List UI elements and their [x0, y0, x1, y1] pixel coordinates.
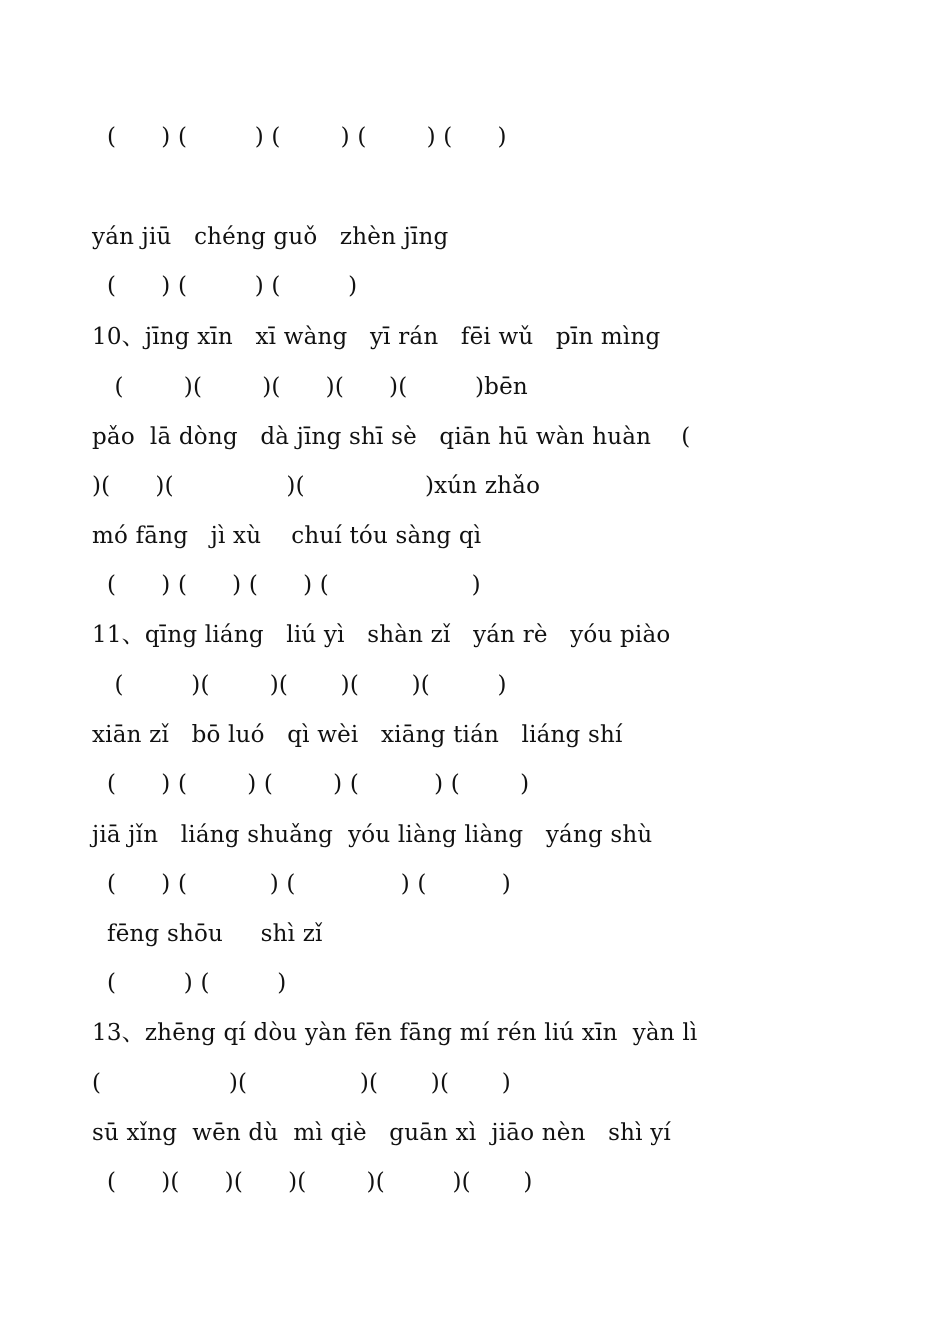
- bracket-row: )( )( )( )xún zhǎo: [92, 473, 541, 499]
- bracket-row: ( ) ( ): [92, 970, 287, 996]
- pinyin-row: mó fāng jì xù chuí tóu sàng qì: [92, 523, 482, 549]
- pinyin-row: 10、jīng xīn xī wàng yī rán fēi wǔ pīn mìng: [92, 324, 661, 350]
- pinyin-row: fēng shōu shì zǐ: [92, 921, 323, 947]
- bracket-row: ( ) ( ) ( ) ( ): [92, 572, 481, 598]
- bracket-row: ( ) ( ) ( ): [92, 273, 358, 299]
- bracket-row: ( ) ( ) ( ) ( ) ( ): [92, 124, 507, 150]
- bracket-row: ( ) ( ) ( ) ( ): [92, 871, 511, 897]
- pinyin-row: 11、qīng liáng liú yì shàn zǐ yán rè yóu piào: [92, 622, 671, 648]
- pinyin-row: xiān zǐ bō luó qì wèi xiāng tián liáng shí: [92, 722, 623, 748]
- pinyin-row: 13、zhēng qí dòu yàn fēn fāng mí rén liú xīn yàn lì: [92, 1020, 698, 1046]
- bracket-row: ( )( )( )( )( ): [92, 672, 507, 698]
- pinyin-row: pǎo lā dòng dà jīng shī sè qiān hū wàn huàn (: [92, 424, 691, 450]
- pinyin-row: jiā jǐn liáng shuǎng yóu liàng liàng yáng shù: [92, 822, 653, 848]
- pinyin-row: sū xǐng wēn dù mì qiè guān xì jiāo nèn shì yí: [92, 1120, 671, 1146]
- bracket-row: ( )( )( )( )( )bēn: [92, 374, 528, 400]
- bracket-row: ( ) ( ) ( ) ( ) ( ): [92, 771, 530, 797]
- pinyin-row: yán jiū chéng guǒ zhèn jīng: [92, 224, 449, 250]
- bracket-row: ( )( )( )( )( )( ): [92, 1169, 533, 1195]
- bracket-row: ( )( )( )( ): [92, 1070, 511, 1096]
